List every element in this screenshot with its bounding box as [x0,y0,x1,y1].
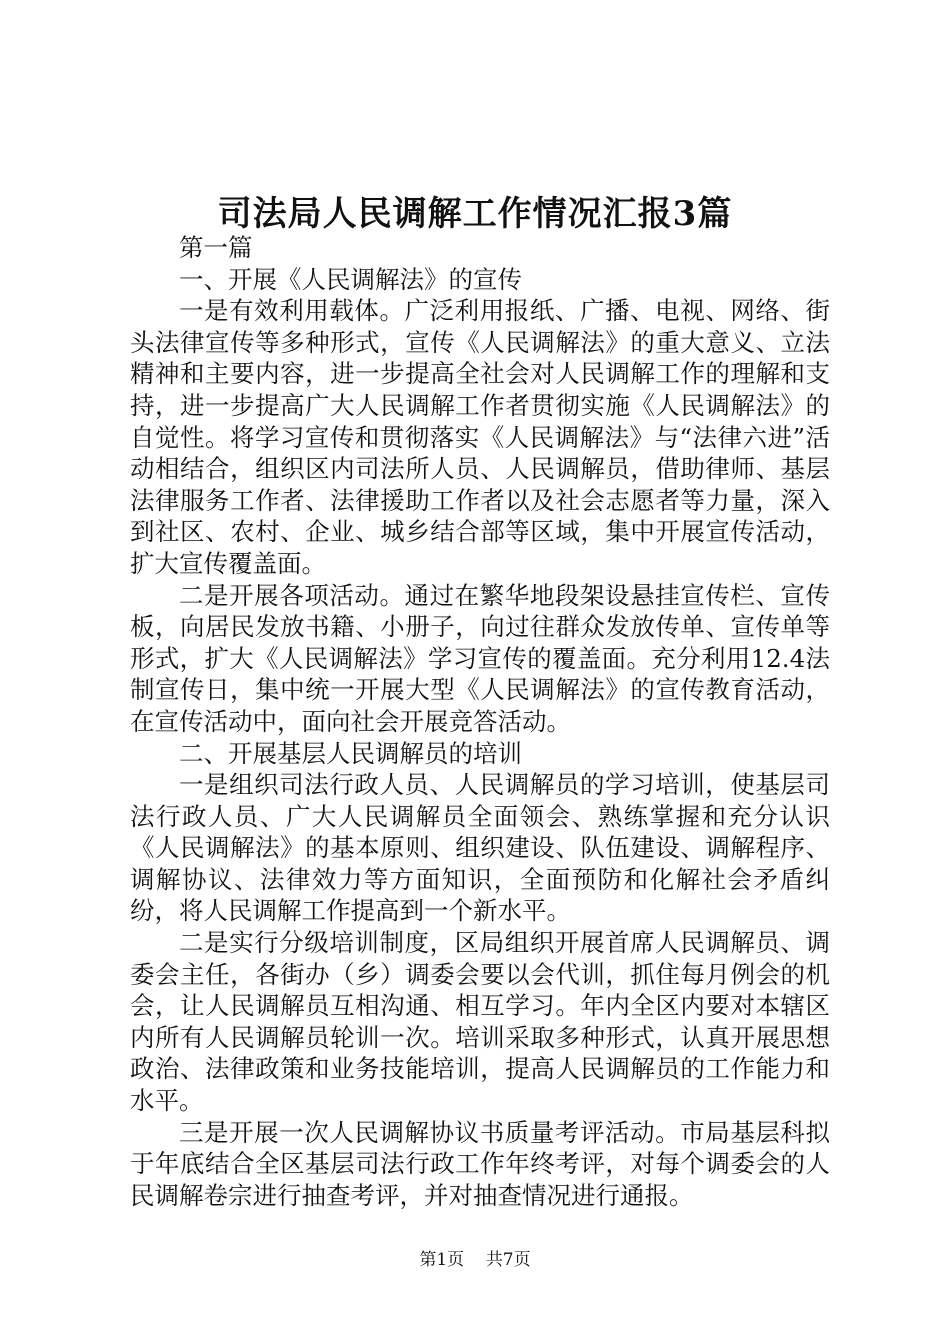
document-body [130,232,830,1211]
body-paragraph: 一是组织司法行政人员、人民调解员的学习培训，使基层司法行政人员、广大人民调解员全面领会、熟练掌握和充分认识《人民调解法》的基本原则、组织建设、队伍建设、调解程序、调解协议、法律效力等方面知识，全面预防和化解社会矛盾纠纷，将人民调解工作提高到一个新水平。 [130,770,830,926]
subsection-heading: 二、开展基层人民调解员的培训 [179,738,522,768]
subsection-heading: 一、开展《人民调解法》的宣传 [179,264,522,294]
page-footer [0,1245,950,1270]
page-number: 第1页 [419,1250,465,1270]
body-paragraph: 三是开展一次人民调解协议书质量考评活动。市局基层科拟于年底结合全区基层司法行政工作年终考评，对每个调委会的人民调解卷宗进行抽查考评，并对抽查情况进行通报。 [130,1117,830,1210]
section-heading: 第一篇 [179,233,253,262]
footer-spacer [470,1250,481,1270]
document-title: 司法局人民调解工作情况汇报3篇 [217,194,733,234]
body-paragraph: 一是有效利用载体。广泛利用报纸、广播、电视、网络、街头法律宣传等多种形式，宣传《人民调解法》的重大意义、立法精神和主要内容，进一步提高全社会对人民调解工作的理解和支持，进一步提高广大人民调解工作者贯彻实施《人民调解法》的自觉性。将学习宣传和贯彻落实《人民调解法》与“法律六进”活动相结合，组织区内司法所人员、人民调解员，借助律师、基层法律服务工作者、法律援助工作者以及社会志愿者等力量，深入到社区、农村、企业、城乡结合部等区域，集中开展宣传活动，扩大宣传覆盖面。 [130,296,830,578]
body-paragraph: 二是实行分级培训制度，区局组织开展首席人民调解员、调委会主任，各街办（乡）调委会要以会代训，抓住每月例会的机会，让人民调解员互相沟通、相互学习。年内全区内要对本辖区内所有人民调解员轮训一次。培训采取多种形式，认真开展思想政治、法律政策和业务技能培训，提高人民调解员的工作能力和水平。 [130,928,830,1116]
page-total: 共7页 [485,1250,531,1270]
body-paragraph: 二是开展各项活动。通过在繁华地段架设悬挂宣传栏、宣传板，向居民发放书籍、小册子，向过往群众发放传单、宣传单等形式，扩大《人民调解法》学习宣传的覆盖面。充分利用12.4法制宣传日，集中统一开展大型《人民调解法》的宣传教育活动，在宣传活动中，面向社会开展竞答活动。 [130,580,830,736]
